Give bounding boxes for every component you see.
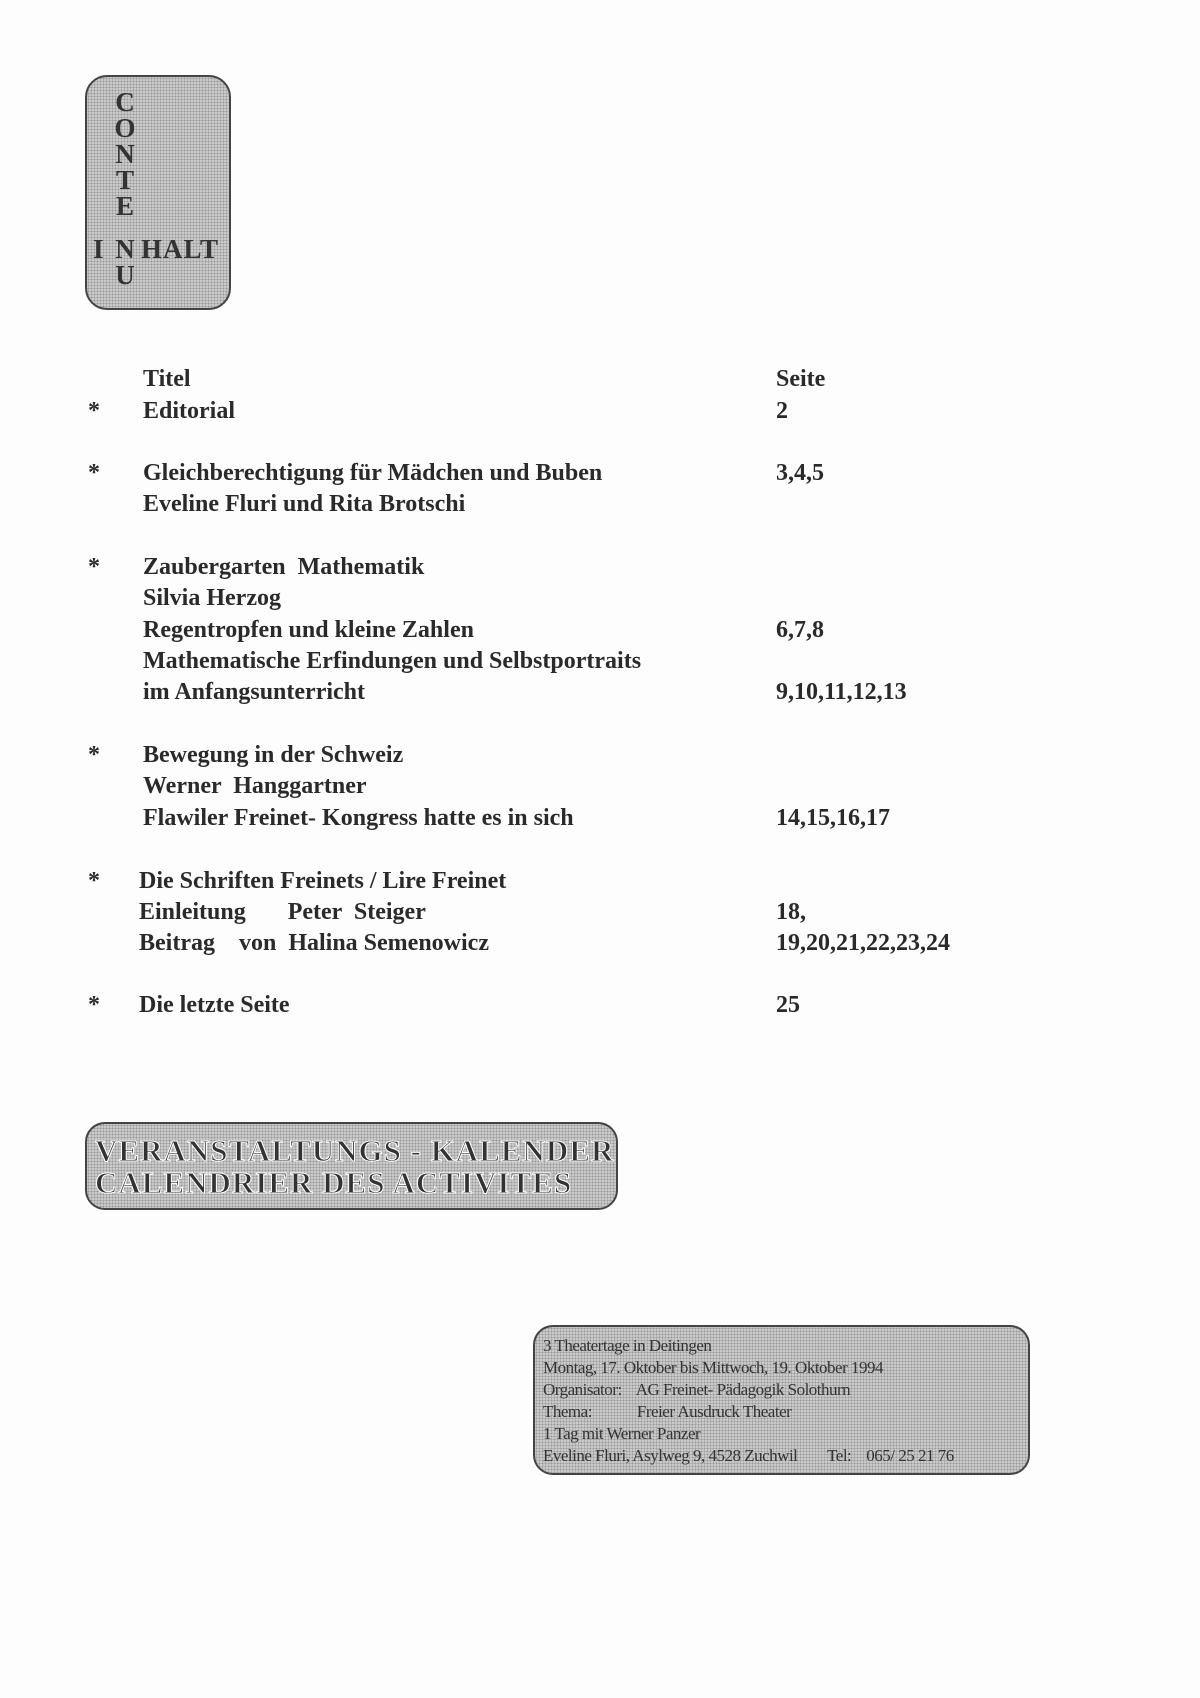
toc-entry-page: 18, <box>776 899 806 925</box>
logo-letter: C <box>115 87 135 117</box>
toc-entry-title: Regentropfen und kleine Zahlen <box>143 617 474 643</box>
event-line: 3 Theatertage in Deitingen <box>543 1336 712 1355</box>
toc-bullet: * <box>88 868 100 894</box>
toc-bullet: * <box>88 992 100 1018</box>
calendar-title-de: VERANSTALTUNGS - KALENDER <box>95 1133 615 1168</box>
inhalt-logo-box <box>85 75 231 310</box>
logo-letter: I <box>93 234 105 264</box>
logo-letter: E <box>115 191 134 221</box>
event-info-box <box>533 1325 1030 1475</box>
toc-entry-author: Silvia Herzog <box>143 585 281 611</box>
event-line: Eveline Fluri, Asylweg 9, 4528 Zuchwil Tel: 065/ 25 21 76 <box>543 1446 954 1465</box>
logo-word: HALT <box>141 234 220 264</box>
logo-letter: N <box>115 139 135 169</box>
toc-entry-title: Einleitung Peter Steiger <box>139 899 426 925</box>
toc-entry-page: 3,4,5 <box>776 460 824 486</box>
calendar-banner <box>85 1122 618 1210</box>
logo-letter: O <box>114 113 136 143</box>
toc-entry-title: Bewegung in der Schweiz <box>143 742 404 768</box>
toc-entry-title: Editorial <box>143 398 236 424</box>
toc-entry-page: 14,15,16,17 <box>776 805 890 831</box>
logo-letter: U <box>115 260 135 290</box>
toc-entry-page: 2 <box>776 398 788 424</box>
event-line: 1 Tag mit Werner Panzer <box>543 1424 701 1443</box>
toc-entry-title: Die Schriften Freinets / Lire Freinet <box>139 868 507 894</box>
toc-entry-title: im Anfangsunterricht <box>143 679 365 705</box>
toc-bullet: * <box>88 460 100 486</box>
toc-entry-page: 25 <box>776 992 800 1018</box>
event-line: Organisator: AG Freinet- Pädagogik Solothurn <box>543 1380 851 1399</box>
toc-entry-title: Beitrag von Halina Semenowicz <box>139 930 489 956</box>
toc-entry-title: Flawiler Freinet- Kongress hatte es in sich <box>143 805 574 831</box>
toc-entry-page: 9,10,11,12,13 <box>776 679 907 705</box>
logo-letter: N <box>115 234 135 264</box>
toc-entry-title: Zaubergarten Mathematik <box>143 554 425 580</box>
event-line: Thema: Freier Ausdruck Theater <box>543 1402 792 1421</box>
toc-entry-page: 6,7,8 <box>776 617 824 643</box>
toc-entry-author: Eveline Fluri und Rita Brotschi <box>143 491 466 517</box>
toc-entry-title: Die letzte Seite <box>139 992 290 1018</box>
toc-header-page: Seite <box>776 366 826 392</box>
calendar-title-fr: CALENDRIER DES ACTIVITES <box>95 1165 573 1200</box>
toc-entry-page: 19,20,21,22,23,24 <box>776 930 950 956</box>
toc-bullet: * <box>88 554 100 580</box>
logo-letter: T <box>115 165 134 195</box>
toc-header-title: Titel <box>143 366 191 392</box>
toc-entry-title: Gleichberechtigung für Mädchen und Buben <box>143 460 603 486</box>
toc-bullet: * <box>88 398 100 424</box>
toc-entry-title: Mathematische Erfindungen und Selbstportraits <box>143 648 642 674</box>
toc-bullet: * <box>88 742 100 768</box>
event-line: Montag, 17. Oktober bis Mittwoch, 19. Oktober 1994 <box>543 1358 883 1377</box>
toc-entry-author: Werner Hanggartner <box>143 773 367 799</box>
